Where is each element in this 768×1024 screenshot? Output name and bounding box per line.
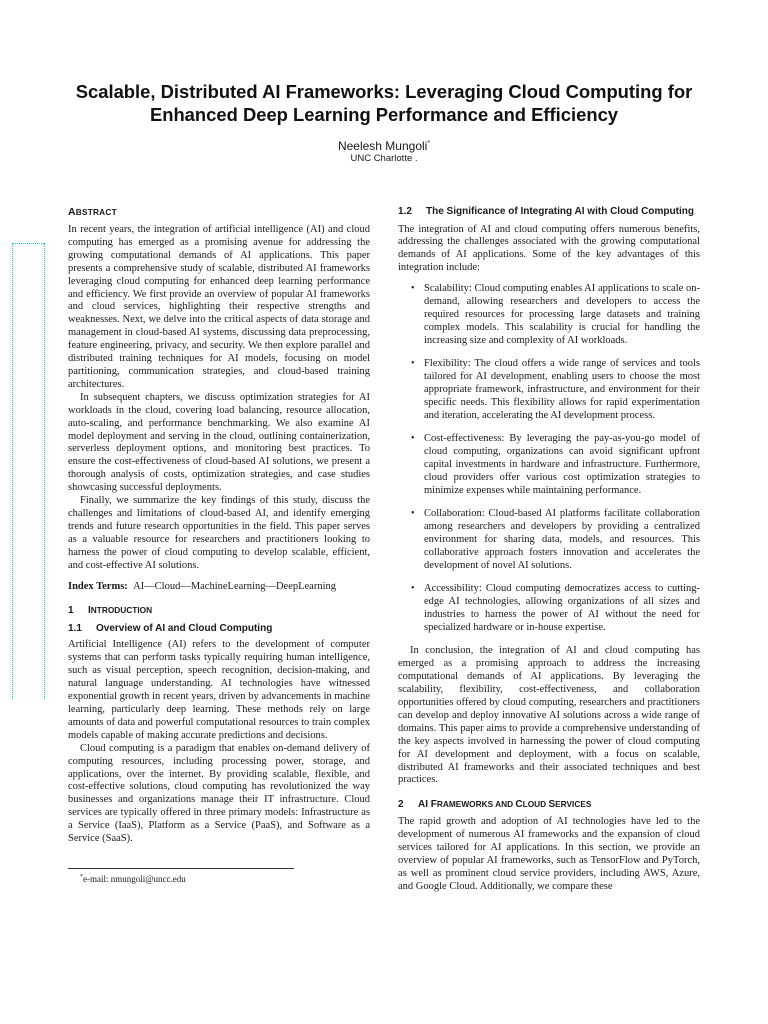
subsection-1-1-heading bbox=[68, 622, 370, 635]
footnote-rule bbox=[68, 868, 294, 869]
bullet-icon: • bbox=[411, 358, 415, 370]
author-name bbox=[0, 137, 768, 153]
author-footnote-mark: * bbox=[427, 140, 431, 147]
section-2-title-part: AI F bbox=[418, 799, 437, 811]
list-item-text: Cost-effectiveness: By leveraging the pay-as-you-go model of cloud computing, organizations can avoid significant upfront capital investments in hardware and infrastructure. Furthermore, cloud providers offer various cost optimization strategies to minimize expenses while maintaining performance. bbox=[424, 433, 700, 496]
list-item-text: Scalability: Cloud computing enables AI applications to scale on-demand, allowing researchers and developers to access the required resources for processing large datasets and training complex models. This scalability is crucial for handling the increasing size and complexity of AI workloads. bbox=[424, 283, 700, 346]
bullet-icon: • bbox=[411, 433, 415, 445]
left-column bbox=[68, 205, 370, 846]
conclusion-paragraph: In conclusion, the integration of AI and cloud computing has emerged as a promising approach to address the increasing computational demands of AI applications. By leveraging the scalability, flexibility, cost-effectiveness, and collaboration opportunities offered by cloud computing, researchers and practitioners can develop and deploy innovative AI solutions across a wide range of domains. This paper aims to provide a comprehensive understanding of the key aspects involved in harnessing the power of cloud computing for AI development and deployment, with a focus on scalable, distributed AI frameworks and their associated techniques and best practices. bbox=[398, 645, 700, 786]
section-1-title-rest: NTRODUCTION bbox=[90, 605, 153, 616]
abstract-heading bbox=[68, 205, 370, 220]
section-2-heading bbox=[398, 797, 700, 812]
list-item-text: Flexibility: The cloud offers a wide range of services and tools tailored for AI development, enabling users to choose the most appropriate framework, infrastructure, and environment for their specific needs. This flexibility allows for rapid experimentation and iteration, accelerating the AI development process. bbox=[424, 358, 700, 421]
right-column bbox=[398, 205, 700, 894]
intro-paragraph-1: Artificial Intelligence (AI) refers to the development of computer systems that can perform tasks typically requiring human intelligence, such as visual perception, speech recognition, decision-making, and natural language understanding. AI technologies have witnessed exponential growth in recent years, driven by advancements in machine learning, particularly deep learning. These methods rely on large amounts of data and powerful computational resources to train complex models capable of making accurate predictions and decisions. bbox=[68, 639, 370, 741]
section-2-title-part: LOUD bbox=[522, 799, 549, 810]
author-name-text: Neelesh Mungoli bbox=[337, 139, 428, 153]
subsection-1-2-intro: The integration of AI and cloud computing offers numerous benefits, addressing the challenges associated with the growing computational demands of AI applications. Some of the key advantages of this integration include: bbox=[398, 223, 700, 274]
bullet-icon: • bbox=[411, 508, 415, 520]
paper-title: Scalable, Distributed AI Frameworks: Leveraging Cloud Computing for Enhanced Deep Learning Performance and Efficiency bbox=[75, 81, 693, 125]
abstract-paragraph-3: Finally, we summarize the key findings of this study, discuss the challenges and limitations of cloud-based AI, and identify emerging trends and future research opportunities in the field. This paper serves as a valuable resource for researchers and practitioners looking to harness the power of cloud computing to develop scalable, efficient, and cost-effective AI solutions. bbox=[68, 495, 370, 571]
section-1-title-initial: I bbox=[88, 605, 91, 617]
section-2-title-part: ERVICES bbox=[555, 799, 592, 810]
footnote-mark: * bbox=[80, 874, 83, 880]
subsection-1-2-heading bbox=[398, 205, 700, 219]
section-1-number: 1 bbox=[68, 605, 74, 617]
section-1-heading bbox=[68, 603, 370, 618]
bullet-icon: • bbox=[411, 583, 415, 595]
list-item bbox=[398, 508, 700, 573]
margin-selection-marker bbox=[12, 243, 45, 699]
subsection-1-1-number: 1.1 bbox=[68, 623, 82, 635]
list-item bbox=[398, 583, 700, 635]
author-affiliation: UNC Charlotte . bbox=[350, 153, 418, 164]
section-2-number: 2 bbox=[398, 799, 404, 811]
list-item bbox=[398, 358, 700, 423]
list-item-text: Accessibility: Cloud computing democratizes access to cutting-edge AI technologies, allowing organizations of all sizes and industries to harness the power of AI without the need for specialized hardware or in-house expertise. bbox=[424, 583, 700, 633]
abstract-paragraph-1: In recent years, the integration of artificial intelligence (AI) and cloud computing has emerged as a promising avenue for addressing the growing computational demands of AI applications. This paper presents a comprehensive study of scalable, distributed AI frameworks leveraging cloud computing for enhanced deep learning performance and efficiency. We first provide an overview of popular AI frameworks and cloud services, highlighting their respective strengths and weaknesses. Next, we delve into the critical aspects of data storage and management in cloud-based AI systems, discussing data preprocessing, feature engineering, privacy, and security. We then explore parallel and distributed training techniques for AI models, focusing on model partitioning, communication strategies, and cloud-based training architectures. bbox=[68, 224, 370, 390]
footnote-text: e-mail: nmungoli@uncc.edu bbox=[83, 874, 186, 884]
subsection-1-2-number: 1.2 bbox=[398, 206, 412, 217]
index-terms bbox=[68, 580, 370, 593]
list-item bbox=[398, 433, 700, 498]
section-2-title-part: RAMEWORKS AND bbox=[436, 799, 516, 810]
bullet-icon: • bbox=[411, 283, 415, 295]
list-item bbox=[398, 283, 700, 348]
advantages-list bbox=[398, 283, 700, 635]
abstract-paragraph-2: In subsequent chapters, we discuss optimization strategies for AI workloads in the cloud, covering load balancing, resource allocation, auto-scaling, and performance benchmarking. We also examine AI model deployment and serving in the cloud, outlining containerization, serverless deployment options, and monitoring best practices. To ensure the cost-effectiveness of cloud-based AI solutions, we present a thorough analysis of costs, optimization strategies, and case studies showcasing successful deployments. bbox=[68, 391, 370, 494]
index-terms-value: AI—Cloud—MachineLearning—DeepLearning bbox=[133, 581, 336, 593]
abstract-heading-rest: BSTRACT bbox=[75, 207, 117, 217]
footnote bbox=[80, 872, 186, 885]
subsection-1-1-title: Overview of AI and Cloud Computing bbox=[96, 623, 273, 635]
intro-paragraph-2: Cloud computing is a paradigm that enables on-demand delivery of computing resources, including processing power, storage, and applications, over the internet. By providing scalable, flexible, and cost-effective solutions, cloud computing has revolutionized the way businesses and organizations manage their IT infrastructure. Cloud services are typically offered in three primary models: Infrastructure as a Service (IaaS), Platform as a Service (PaaS), and Software as a Service (SaaS). bbox=[68, 742, 370, 845]
section-2-title-part: C bbox=[515, 799, 523, 811]
index-terms-label: Index Terms: bbox=[68, 581, 128, 593]
list-item-text: Collaboration: Cloud-based AI platforms facilitate collaboration among researchers and developers by providing a centralized environment for sharing data, models, and resources. This collaborative approach fosters innovation and accelerates the development of novel AI solutions. bbox=[424, 508, 700, 571]
section-2-paragraph: The rapid growth and adoption of AI technologies have led to the development of numerous AI frameworks and the expansion of cloud services tailored for AI applications. In this section, we provide an overview of popular AI frameworks, such as TensorFlow and PyTorch, as well as prominent cloud service providers, including AWS, Azure, and Google Cloud. Additionally, we compare these bbox=[398, 816, 700, 892]
subsection-1-2-title: The Significance of Integrating AI with Cloud Computing bbox=[426, 206, 694, 217]
section-2-title-part: S bbox=[548, 799, 556, 811]
abstract-heading-initial: A bbox=[68, 206, 76, 218]
